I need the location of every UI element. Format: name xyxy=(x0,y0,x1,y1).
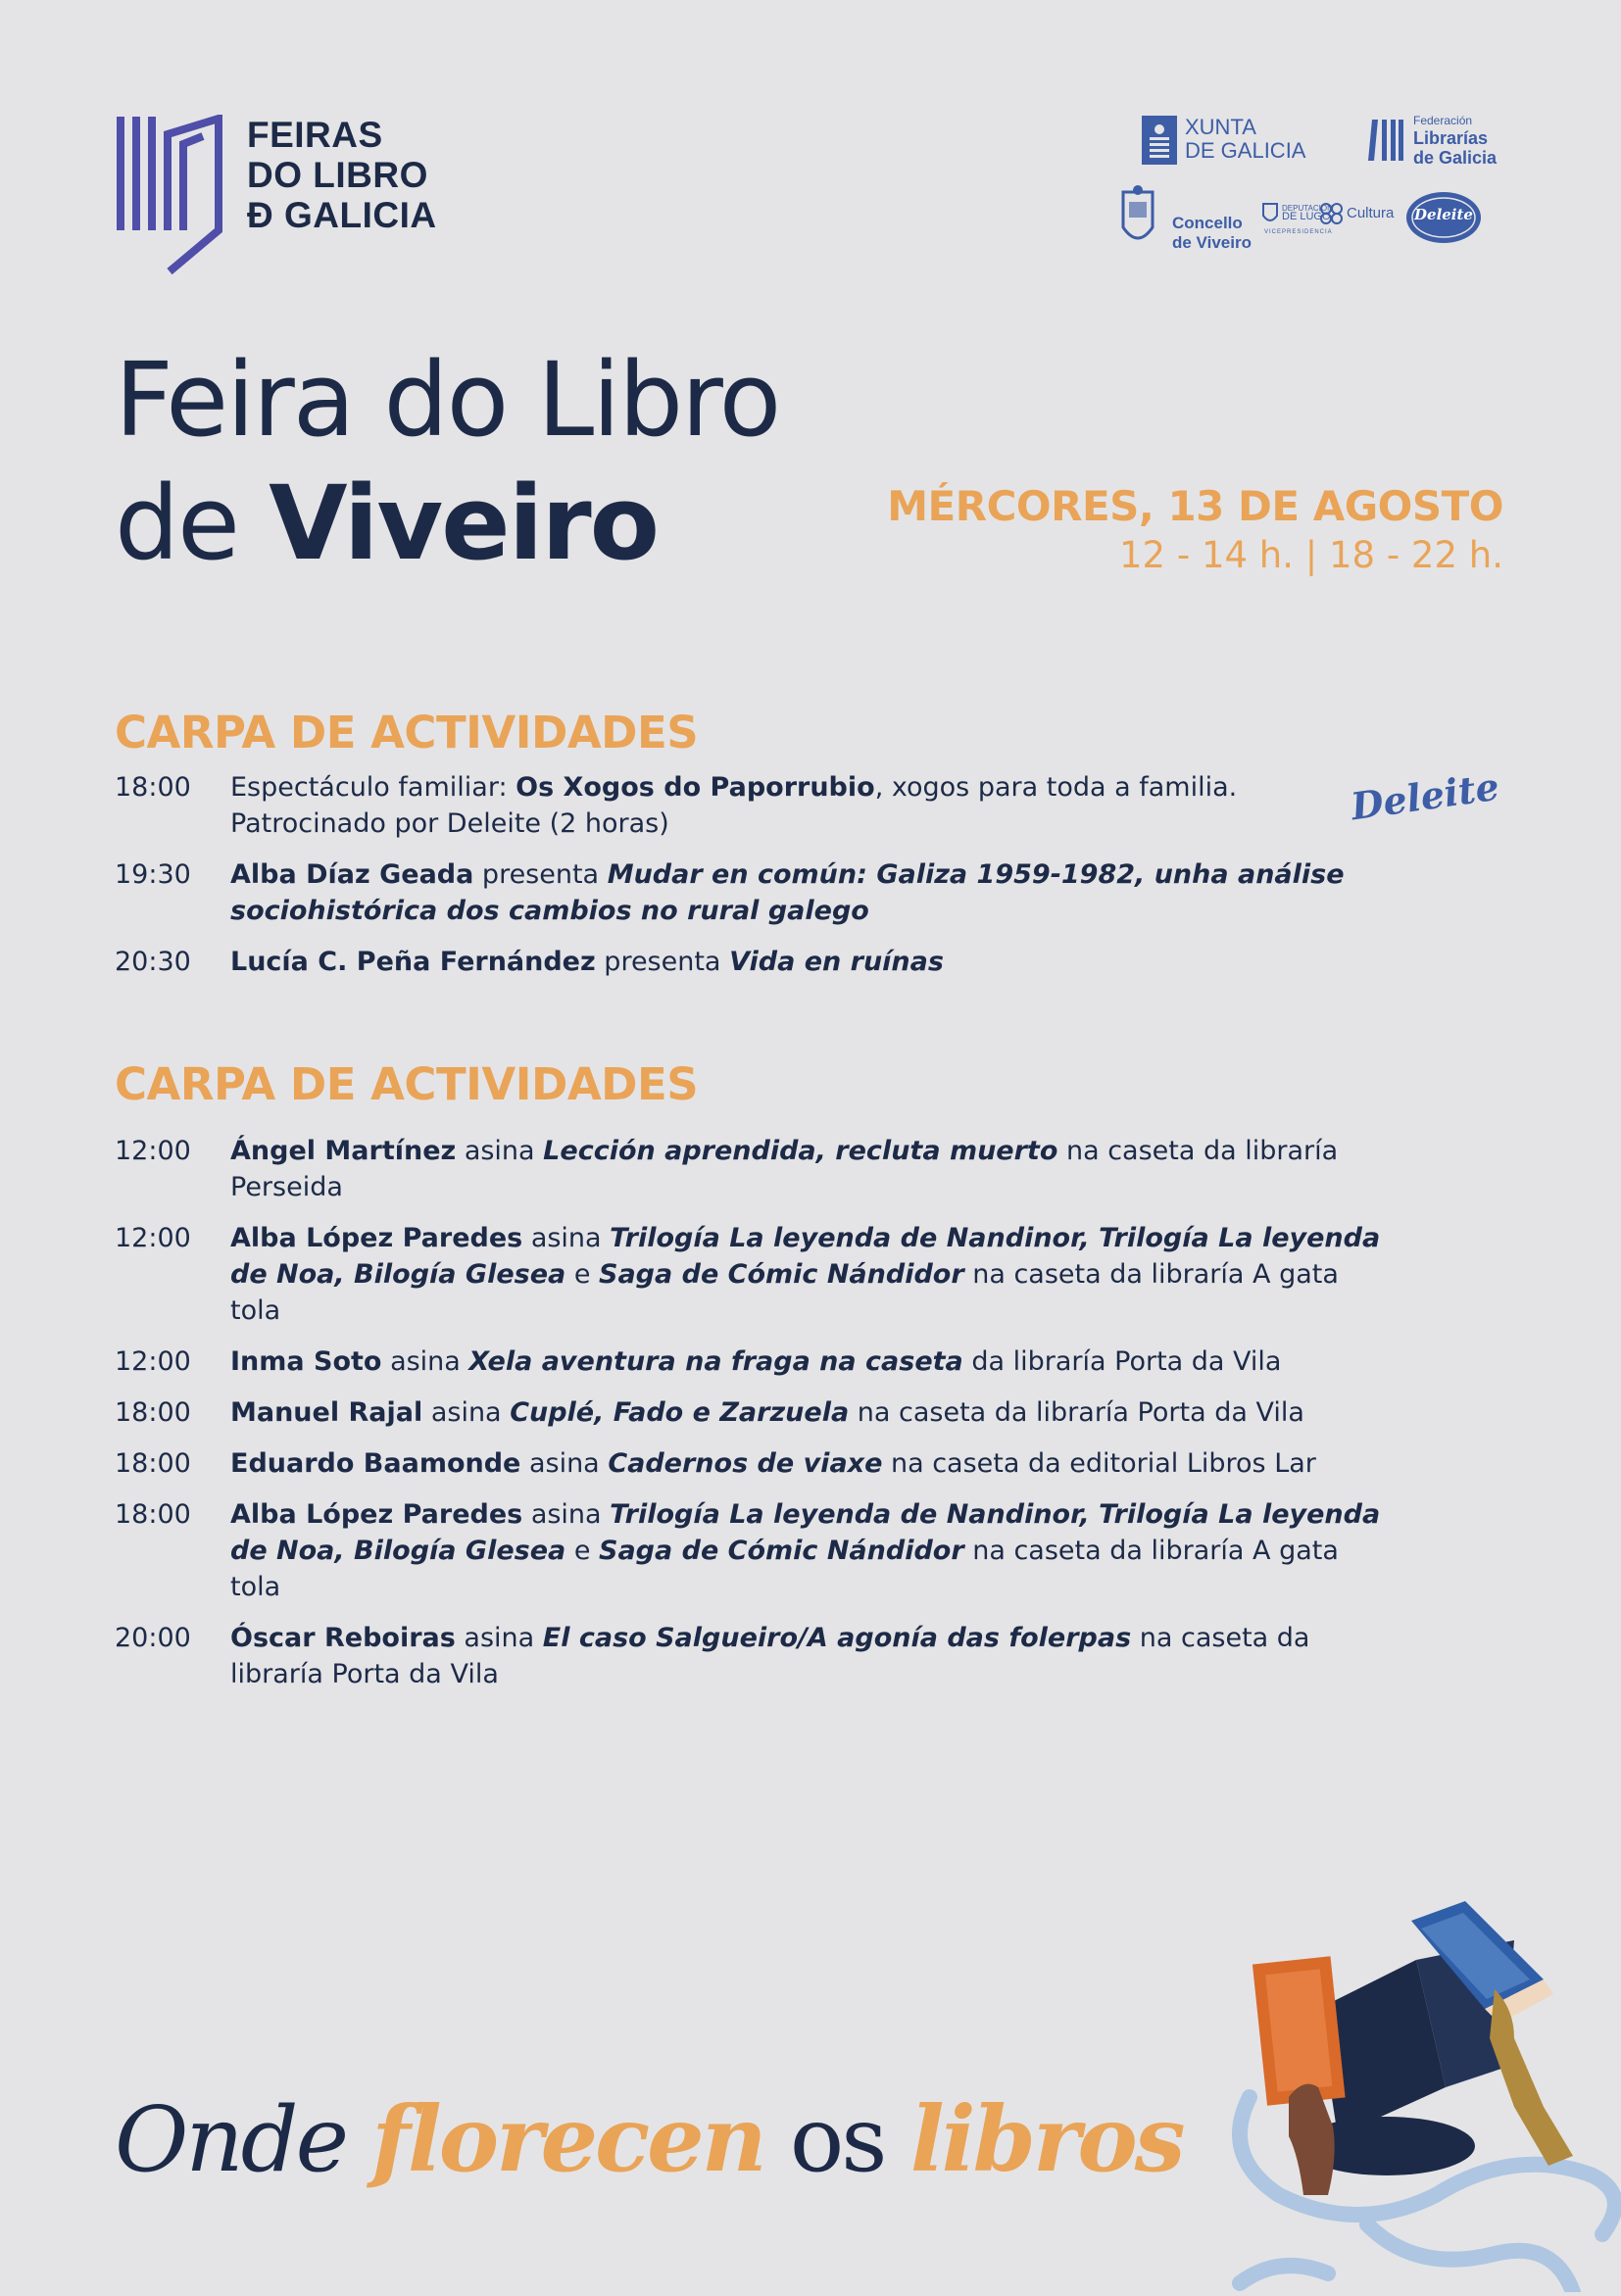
federacion-line-2: Librarías xyxy=(1413,128,1489,148)
description-text: na caseta da libraría A gata tola xyxy=(230,1536,1339,1602)
description-text: e xyxy=(565,1536,600,1566)
activities-section-1 xyxy=(115,707,1389,980)
schedule-row xyxy=(115,1343,1389,1380)
section-heading: CARPA DE ACTIVIDADES xyxy=(115,1058,699,1110)
slogan xyxy=(115,2085,1183,2194)
slogan-word-3: os xyxy=(789,2087,885,2192)
schedule-description xyxy=(230,769,1389,842)
schedule-row xyxy=(115,1496,1389,1605)
concello-line-1: Concello xyxy=(1172,214,1243,232)
description-text: , xogos para toda a familia. Patrocinado por Deleite (2 horas) xyxy=(230,772,1238,839)
viveiro-crest-icon xyxy=(1117,184,1158,255)
slogan-word-4: libros xyxy=(909,2086,1183,2192)
book-title: Saga de Cómic Nándidor xyxy=(599,1259,964,1290)
federacion-line-3: de Galicia xyxy=(1413,148,1498,168)
schedule-time: 12:00 xyxy=(115,1223,191,1253)
book-title: Mudar en común: Galiza 1959-1982, unha análise sociohistórica dos cambios no rural galego xyxy=(230,859,1345,926)
schedule-time: 18:00 xyxy=(115,772,191,803)
brand-line-1: FEIRAS xyxy=(247,115,383,155)
schedule-time: 20:00 xyxy=(115,1623,191,1653)
book-title: Vida en ruínas xyxy=(729,947,944,977)
page-title xyxy=(115,338,779,585)
description-text: na caseta da editorial Libros Lar xyxy=(882,1448,1316,1479)
description-text: Espectáculo familiar: xyxy=(230,772,516,803)
description-text: asina xyxy=(422,1397,511,1428)
schedule-time: 12:00 xyxy=(115,1136,191,1166)
title-line-1: Feira do Libro xyxy=(115,340,780,460)
description-text: da libraría Porta da Vila xyxy=(962,1346,1282,1377)
brand-line-3: Ð GALICIA xyxy=(247,195,437,235)
book-title: Trilogía La leyenda de Nandinor, Trilogía La leyenda de Noa, Bilogía Glesea xyxy=(230,1223,1381,1290)
xunta-shield-icon xyxy=(1142,116,1177,165)
author-name: Eduardo Baamonde xyxy=(230,1448,521,1479)
author-name: Ángel Martínez xyxy=(230,1136,457,1166)
description-text: asina xyxy=(381,1346,469,1377)
cultura-label: Cultura xyxy=(1347,205,1395,221)
schedule-time: 19:30 xyxy=(115,859,191,890)
deleite-badge-text: Deleite xyxy=(1414,206,1473,223)
schedule-time: 18:00 xyxy=(115,1397,191,1428)
schedule-row xyxy=(115,856,1389,929)
author-name: Os Xogos do Paporrubio xyxy=(516,772,875,803)
book-door-icon xyxy=(115,115,222,276)
schedule-list xyxy=(115,769,1389,980)
deputacion-line-1: DEPUTACIÓN xyxy=(1282,204,1333,213)
author-name: Inma Soto xyxy=(230,1346,382,1377)
schedule-list xyxy=(115,1133,1389,1692)
schedule-row xyxy=(115,1445,1389,1482)
deputacion-shield-icon xyxy=(1262,202,1278,225)
concello-line-2: de Viveiro xyxy=(1172,233,1252,252)
book-title: Cuplé, Fado e Zarzuela xyxy=(510,1397,850,1428)
schedule-description xyxy=(230,1445,1389,1482)
feiras-do-libro-logo xyxy=(115,115,437,281)
description-text: asina xyxy=(522,1499,611,1530)
deleite-script-logo: Deleite xyxy=(1348,763,1502,829)
author-name: Manuel Rajal xyxy=(230,1397,423,1428)
book-title: El caso Salgueiro/A agonía das folerpas xyxy=(542,1623,1132,1653)
section-heading: CARPA DE ACTIVIDADES xyxy=(115,707,699,758)
schedule-description xyxy=(230,1496,1389,1605)
author-name: Alba Díaz Geada xyxy=(230,859,474,890)
description-text: presenta xyxy=(473,859,608,890)
title-town: Viveiro xyxy=(269,464,659,583)
sponsor-logos xyxy=(1107,108,1519,265)
schedule-row xyxy=(115,1220,1389,1329)
hands-holding-books-icon xyxy=(1220,1901,1621,2292)
title-line-2 xyxy=(115,462,779,585)
activities-section-2 xyxy=(115,1058,1389,1692)
xunta-line-1: XUNTA xyxy=(1185,115,1256,139)
description-text: asina xyxy=(520,1448,609,1479)
brand-line-2: DO LIBRO xyxy=(247,155,428,195)
schedule-row xyxy=(115,1133,1389,1205)
description-text: na caseta da libraría Porta da Vila xyxy=(230,1623,1310,1689)
schedule-description xyxy=(230,944,1389,980)
deputacion-sub-label: VICEPRESIDENCIA xyxy=(1264,229,1333,235)
schedule-description xyxy=(230,1220,1389,1329)
schedule-description xyxy=(230,1394,1389,1431)
schedule-row xyxy=(115,1620,1389,1692)
slogan-word-2: florecen xyxy=(371,2086,764,2192)
deputacion-line-2: DE LUGO xyxy=(1282,211,1331,222)
description-text: presenta xyxy=(595,947,730,977)
schedule-time: 20:30 xyxy=(115,947,191,977)
description-text: na caseta da libraría Porta da Vila xyxy=(849,1397,1304,1428)
book-title: Lección aprendida, recluta muerto xyxy=(543,1136,1058,1166)
schedule-row xyxy=(115,944,1389,980)
brand-wordmark xyxy=(247,115,437,235)
author-name: Alba López Paredes xyxy=(230,1223,523,1253)
description-text: asina xyxy=(522,1223,611,1253)
author-name: Alba López Paredes xyxy=(230,1499,523,1530)
schedule-row xyxy=(115,1394,1389,1431)
federacion-line-1: Federación xyxy=(1413,114,1473,127)
description-text: e xyxy=(565,1259,600,1290)
author-name: Lucía C. Peña Fernández xyxy=(230,947,596,977)
schedule-description xyxy=(230,1133,1389,1205)
event-day: MÉRCORES, 13 DE AGOSTO xyxy=(887,482,1503,530)
book-title: Xela aventura na fraga na caseta xyxy=(468,1346,963,1377)
book-title: Cadernos de viaxe xyxy=(608,1448,883,1479)
title-prefix: de xyxy=(115,464,270,583)
schedule-description xyxy=(230,856,1389,929)
book-title: Saga de Cómic Nándidor xyxy=(599,1536,964,1566)
schedule-time: 12:00 xyxy=(115,1346,191,1377)
author-name: Óscar Reboiras xyxy=(230,1623,456,1653)
event-hours: 12 - 14 h. | 18 - 22 h. xyxy=(1118,534,1503,576)
description-text: asina xyxy=(455,1623,543,1653)
description-text: na caseta da libraría A gata tola xyxy=(230,1259,1339,1326)
schedule-row xyxy=(115,769,1389,842)
schedule-time: 18:00 xyxy=(115,1499,191,1530)
books-illustration xyxy=(1220,1901,1621,2292)
event-date xyxy=(887,480,1503,578)
description-text: asina xyxy=(456,1136,544,1166)
slogan-word-1: Onde xyxy=(115,2087,347,2192)
schedule-time: 18:00 xyxy=(115,1448,191,1479)
schedule-description xyxy=(230,1620,1389,1692)
cultura-rings-icon xyxy=(1319,202,1345,225)
xunta-line-2: DE GALICIA xyxy=(1185,138,1306,163)
schedule-description xyxy=(230,1343,1389,1380)
book-title: Trilogía La leyenda de Nandinor, Trilogía La leyenda de Noa, Bilogía Glesea xyxy=(230,1499,1381,1566)
federacion-bars-icon xyxy=(1364,116,1403,165)
description-text: na caseta da libraría Perseida xyxy=(230,1136,1339,1202)
